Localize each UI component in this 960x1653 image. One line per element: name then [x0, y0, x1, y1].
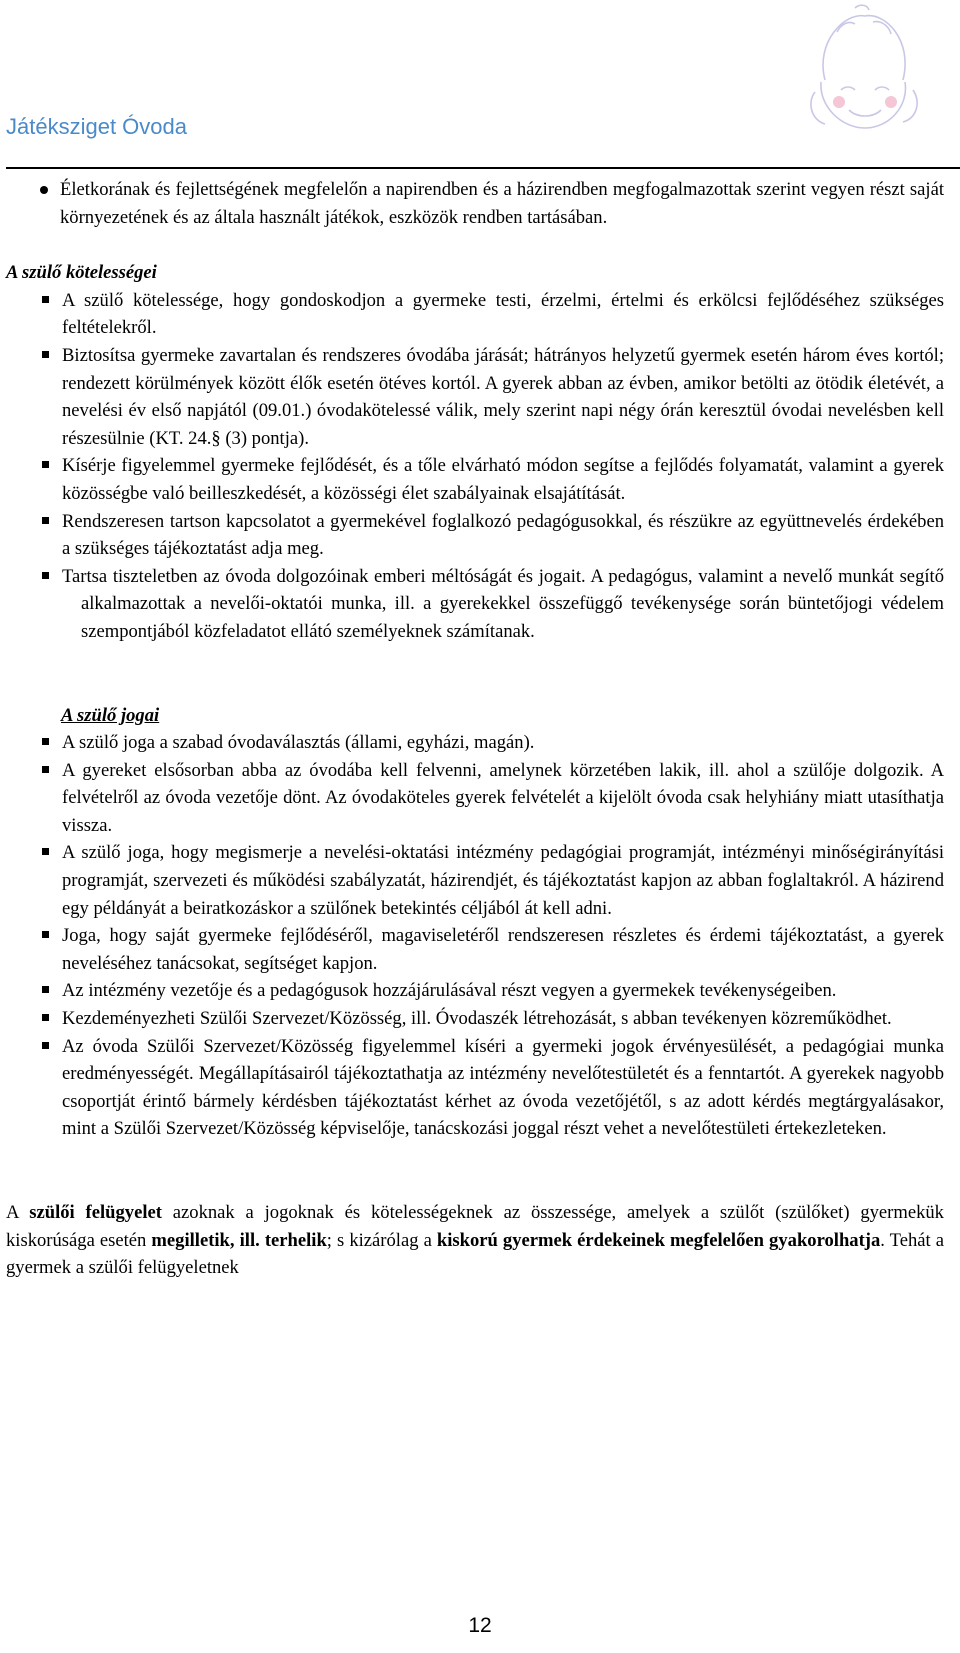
list-item: Tartsa tiszteletben az óvoda dolgozóinak emberi méltóságát és jogait. A pedagógus, valamint a nevelő munkát segítő alkalmazottak a nevelői-oktatói munka, ill. a gyerekekkel összefüggő tevékenysége során büntetőjogi védelem szempontjából közfeladatot ellátó személyeknek számítanak. [6, 563, 944, 646]
custody-text: ; s kizárólag a [326, 1229, 437, 1251]
section-heading-rights: A szülő jogai [61, 704, 160, 726]
section-heading-duties: A szülő kötelességei [6, 262, 157, 284]
list-item: A szülő joga a szabad óvodaválasztás (állami, egyházi, magán). [6, 729, 944, 757]
custody-paragraph [6, 1199, 944, 1282]
list-item: Az óvoda Szülői Szervezet/Közösség figyelemmel kíséri a gyermeki jogok érvényesülését, a pedagógiai munka eredményességét. Megállapításairól tájékoztathatja az intézmény nevelőtestületét és a fenntartót. A gyerekek nagyobb csoportját érintő bármely kérdésben tájékoztatást kérhet az óvoda vezetőjétől, s az adott kérdés megtárgyalásakor, mint a Szülői Szervezet/Közösség képviselője, tanácskozási joggal részt vehet a nevelőtestületi értekezleteken. [6, 1033, 944, 1143]
custody-term: kiskorú gyermek érdekeinek megfelelően gyakorolhatja [436, 1229, 881, 1251]
list-item: Biztosítsa gyermeke zavartalan és rendszeres óvodába járását; hátrányos helyzetű gyermek esetén három éves kortól; rendezett körülmények között élők esetén ötéves kortól. A gyerek abban az évben, amikor betölti az ötödik életévét, a nevelési év első napjától (09.01.) óvodakötelessé válik, mely szerint napi négy órán keresztül óvodai nevelésben kell részesülnie (KT. 24.§ (3) pontja). [6, 342, 944, 452]
custody-text: . Tehát a gyermek a szülői felügyeletnek [6, 1229, 945, 1279]
custody-text: azoknak a jogoknak és kötelességeknek az összessége, amelyek a szülőt (szülőket) gyermekük kiskorúsága esetén [6, 1202, 944, 1251]
list-item: A gyereket elsősorban abba az óvodába kell felvenni, amelynek körzetében lakik, ill. ahol a szülője dolgozik. A felvételről az óvoda vezetője dönt. Az óvodaköteles gyerek felvételét a kijelölt óvoda csak helyhiány miatt utasíthatja vissza. [6, 757, 944, 840]
list-item: Joga, hogy saját gyermeke fejlődéséről, magaviseletéről rendszeresen részletes és érdemi tájékoztatást, a gyerek neveléséhez tanácsokat, segítséget kapjon. [6, 922, 944, 977]
document-body [6, 176, 944, 1282]
custody-term: szülői felügyelet [29, 1202, 162, 1223]
list-item: Rendszeresen tartson kapcsolatot a gyermekével foglalkozó pedagógusokkal, és részükre az együttnevelés érdekében a szükséges tájékoztatást adja meg. [6, 508, 944, 563]
child-face-logo [785, 2, 935, 142]
list-item: Az intézmény vezetője és a pedagógusok hozzájárulásával részt vegyen a gyermekek tevékenységeiben. [6, 977, 944, 1005]
list-item: Kezdeményezheti Szülői Szervezet/Közösség, ill. Óvodaszék létrehozását, s abban tevékenyen közreműködhet. [6, 1005, 944, 1033]
header-title: Játéksziget Óvoda [6, 114, 187, 139]
custody-term: megilletik, ill. terhelik [151, 1229, 327, 1251]
list-item: Életkorának és fejlettségének megfelelőn a napirendben és a házirendben megfogalmazottak szerint vegyen részt saját környezetének és az általa használt játékok, eszközök rendben tartásában. [6, 176, 944, 231]
list-item: A szülő kötelessége, hogy gondoskodjon a gyermeke testi, érzelmi, értelmi és erkölcsi fejlődéséhez szükséges feltételekről. [6, 287, 944, 342]
page-number: 12 [468, 1614, 492, 1637]
header-rule [6, 167, 960, 169]
list-item: Kísérje figyelemmel gyermeke fejlődését, és a tőle elvárható módon segítse a fejlődés folyamatát, valamint a gyerek közösségbe való beilleszkedését, a közösségi élet szabályainak elsajátítását. [6, 452, 944, 507]
custody-text: A [6, 1202, 30, 1223]
list-item: A szülő joga, hogy megismerje a nevelési-oktatási intézmény pedagógiai programját, intézményi minőségirányítási programját, szervezeti és működési szabályzatát, házirendjét, és tájékoztatást kapjon az abban foglaltakról. A házirend egy példányát a beiratkozáskor a szülőnek betekintés céljából át kell adni. [6, 839, 944, 922]
